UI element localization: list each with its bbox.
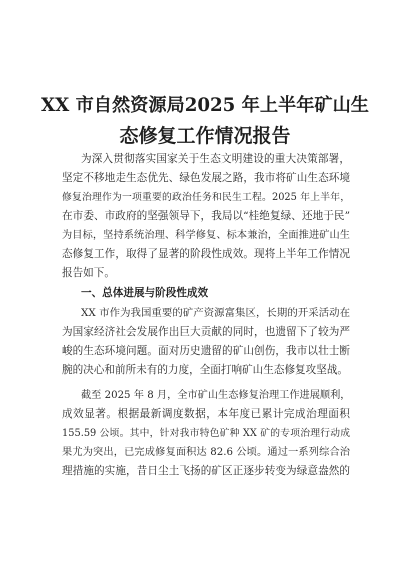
intro-line: 修复治理作为一项重要的政治任务和民生工程。2025 年上半年， — [62, 192, 350, 203]
report-title-line-2: 态修复工作情况报告 — [119, 125, 291, 147]
intro-line: 在市委、市政府的坚强领导下，我局以“桂绝复绿、还地于民” — [62, 210, 350, 222]
intro-line: 为深入贯彻落实国家关于生态文明建设的重大决策部署， — [81, 153, 350, 165]
body-line: 果尤为突出，已完成修复面积达 82.6 公顷。通过一系列综合治 — [62, 447, 350, 458]
section-heading: 一、总体进展与阶段性成效 — [81, 287, 209, 299]
intro-line: 态修复工作，取得了显著的阶段性成效。现将上半年工作情况 — [62, 248, 350, 260]
body-line: 理措施的实施，昔日尘土飞扬的矿区正逐步转变为绿意盎然的 — [62, 465, 350, 477]
report-title-line-1: XX 市自然资源局2025 年上半年矿山生 — [41, 95, 369, 116]
body-line: XX 市作为我国重要的矿产资源富集区，长期的开采活动在 — [81, 307, 350, 319]
body-line: 成效显著。根据最新调度数据，本年度已累计完成治理面积 — [62, 408, 350, 420]
intro-line: 报告如下。 — [62, 267, 115, 279]
body-line: 截至 2025 年 8 月，全市矿山生态修复治理工作进展顺利， — [81, 390, 351, 401]
intro-line: 坚定不移地走生态优先、绿色发展之路，我市将矿山生态环境 — [62, 172, 350, 184]
body-line: 峻的生态环境问题。面对历史遗留的矿山创伤，我市以壮士断 — [62, 345, 350, 357]
body-line: 为国家经济社会发展作出巨大贡献的同时，也遗留下了较为严 — [62, 326, 350, 338]
intro-line: 为目标，坚持系统治理、科学修复、标本兼治，全面推进矿山生 — [62, 230, 350, 241]
body-line: 腕的决心和前所未有的力度，全面打响矿山生态修复攻坚战。 — [62, 364, 349, 376]
body-line: 155.59 公顷。其中，针对我市特色矿种 XX 矿的专项治理行动成 — [62, 428, 350, 439]
